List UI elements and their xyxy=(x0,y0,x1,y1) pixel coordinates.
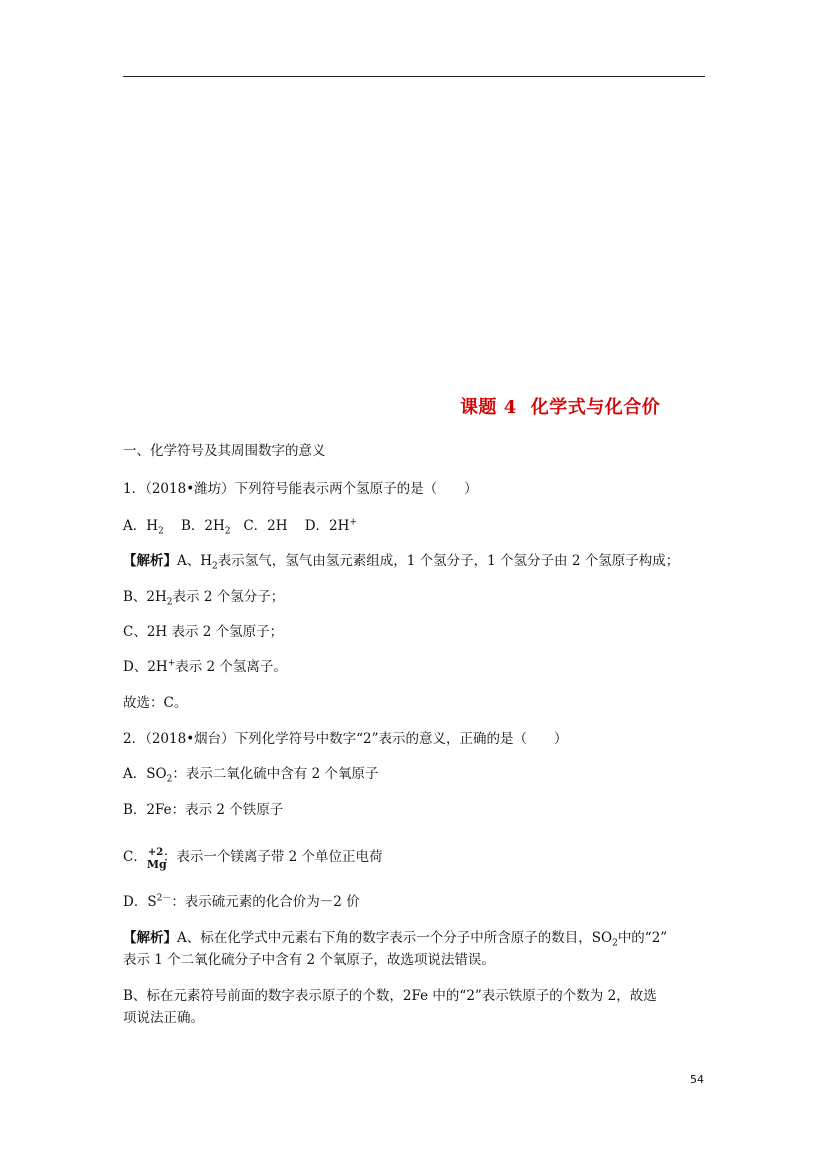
analysis-tag: 【解析】 xyxy=(123,930,177,946)
q2-option-d: D．$S^{2-}$：表示硫元素的化合价为－2 价 xyxy=(123,893,360,910)
q1-analysis-d: D、2H+表示 2 个氢离子。 xyxy=(123,658,287,675)
q2-analysis-a-cont: 表示 1 个二氧化硫分子中含有 2 个氧原子，故选项说法错误。 xyxy=(123,952,495,968)
q2-stem: 2．（2018•烟台）下列化学符号中数字“2”表示的意义，正确的是（ ） xyxy=(123,731,568,747)
lesson-title xyxy=(460,393,660,419)
q2-analysis-a: 【解析】A、标在化学式中元素右下角的数字表示一个分子中所含原子的数目，$SO_2$中的“2” xyxy=(123,930,668,949)
q2-option-b: B．2Fe：表示 2 个铁原子 xyxy=(123,802,284,818)
q1-analysis-b: B、$2H_2$表示 2 个氢分子； xyxy=(123,589,285,608)
q2-analysis-b: B、标在元素符号前面的数字表示原子的个数，2Fe 中的“2”表示铁原子的个数为 2，故选 xyxy=(123,988,657,1004)
q1-option-a: A．$H_2$ xyxy=(123,518,164,537)
lesson-name: 化学式与化合价 xyxy=(530,397,661,418)
analysis-tag: 【解析】 xyxy=(123,553,177,569)
q1-analysis-a: 【解析】A、$H_2$表示氢气，氢气由氢元素组成，1 个氢分子，1 个氢分子由 2 个氢原子构成； xyxy=(123,553,680,572)
q1-analysis-c: C、2H 表示 2 个氢原子； xyxy=(123,624,284,640)
section-heading: 一、化学符号及其周围数字的意义 xyxy=(123,443,326,459)
page-number: 54 xyxy=(690,1073,704,1086)
q1-answer: 故选：C。 xyxy=(123,695,188,711)
q1-options xyxy=(123,516,357,536)
q2-option-a: A．$SO_2$：表示二氧化硫中含有 2 个氧原子 xyxy=(123,766,379,785)
header-rule xyxy=(123,76,705,77)
q1-stem: 1．（2018•潍坊）下列符号能表示两个氢原子的是（ ） xyxy=(123,481,478,497)
q1-option-d: D．2H+ xyxy=(304,517,357,534)
q1-option-b: B．$2H_2$ xyxy=(180,518,231,537)
lesson-number: 课题 4 xyxy=(460,397,517,418)
q2-analysis-b-cont: 项说法正确。 xyxy=(123,1010,204,1026)
magnesium-valence-symbol: +2 Mg xyxy=(146,846,167,871)
q2-option-c: C． +2 Mg ：表示一个镁离子带 2 个单位正电荷 xyxy=(123,846,383,871)
q1-option-c: C．2H xyxy=(243,518,288,534)
